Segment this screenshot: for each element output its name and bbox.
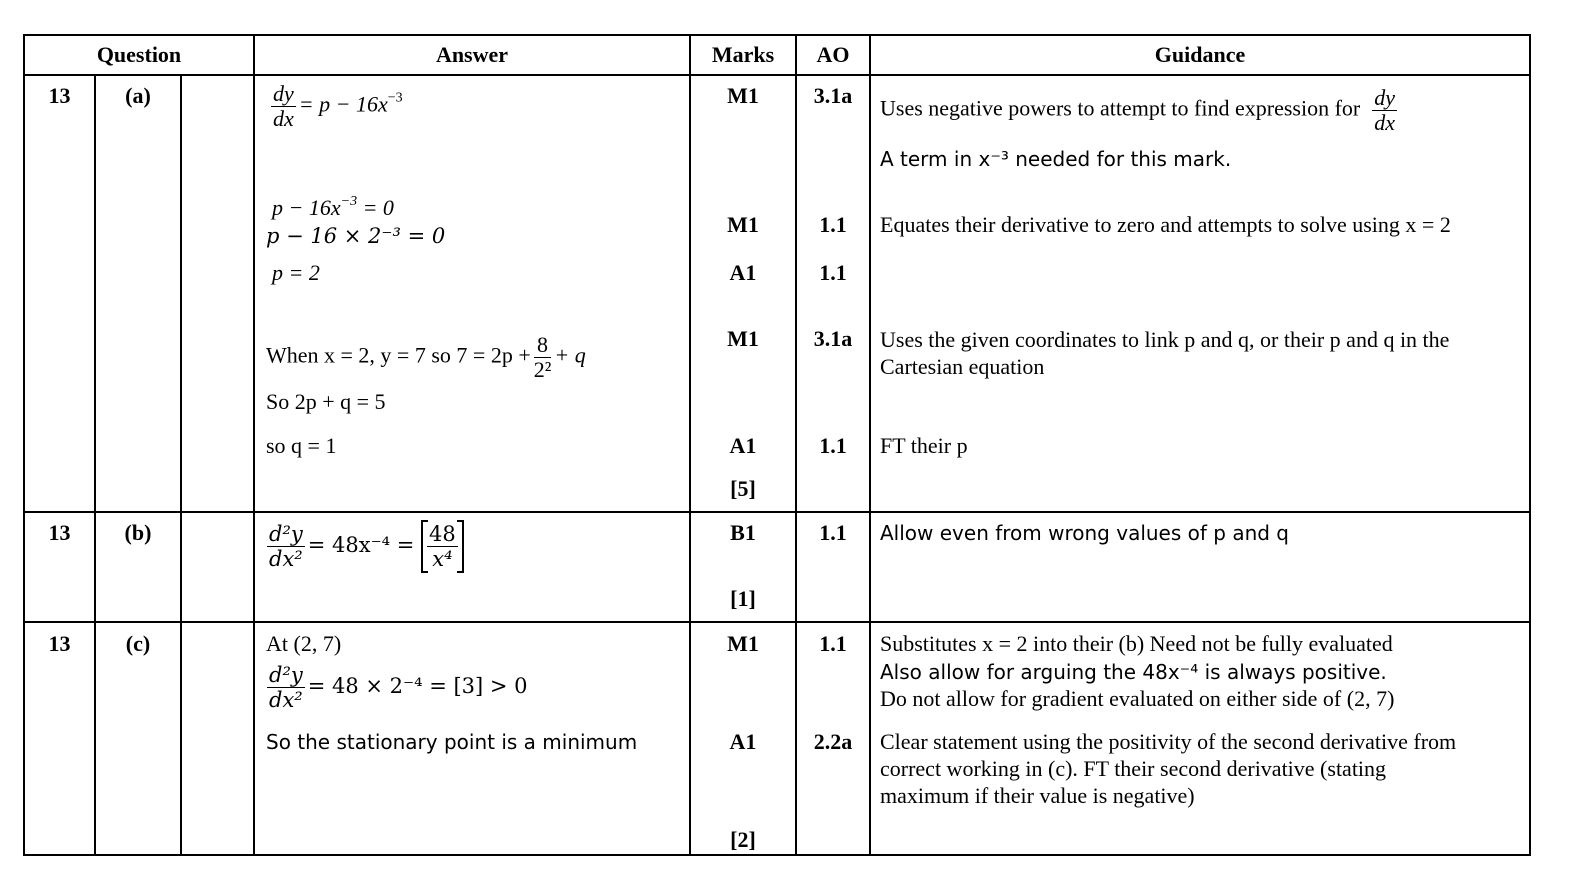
guidance-c-clear-statement-line1: Clear statement using the positivity of the second derivative from [880, 729, 1457, 754]
guidance-c-clear-statement-line3: maximum if their value is negative) [880, 783, 1195, 808]
ao-b-1: 1.1 [819, 520, 847, 545]
header-answer: Answer [435, 42, 509, 67]
answer-b-second-derivative: $\frac{\text{d²y}}{\text{dx²}}$ = 48x⁻⁴ = $\frac{48}{\text{x⁴}}$ [264, 520, 464, 573]
answer-c-conclusion: So the stationary point is a minimum [266, 730, 638, 754]
header-question: Question [96, 42, 182, 67]
answer-c-evaluation: $\frac{\text{d²y}}{\text{dx²}}$ = 48 × 2⁻⁴ = [3] > 0 [269, 663, 528, 712]
part-label-b: (b) [124, 520, 152, 545]
mark-b-total: [1] [730, 586, 756, 611]
guidance-a-coordinates-line1: Uses the given coordinates to link p and q, or their p and q in the [880, 327, 1450, 352]
ao-c-2: 2.2a [813, 729, 853, 754]
mark-c-2: A1 [729, 729, 757, 754]
header-ao: AO [816, 42, 850, 67]
mark-a-3: A1 [729, 260, 757, 285]
question-number-b: 13 [48, 520, 71, 545]
answer-a-p-value: p = 2 [272, 260, 320, 285]
d2y-dx2-fraction: $\frac{\text{d²y}}{\text{dx²}}$ [269, 522, 303, 571]
guidance-a-ft: FT their p [880, 433, 968, 458]
part-label-a: (a) [125, 83, 151, 108]
ao-a-1: 3.1a [813, 83, 853, 108]
mark-b-1: B1 [730, 520, 756, 545]
question-number-c: 13 [48, 631, 71, 656]
answer-c-point: At (2, 7) [266, 631, 342, 656]
guidance-a-term-note: A term in x⁻³ needed for this mark. [880, 147, 1232, 171]
mark-a-5: A1 [729, 433, 757, 458]
ao-a-3: 1.1 [819, 260, 847, 285]
guidance-c-do-not-allow: Do not allow for gradient evaluated on either side of (2, 7) [880, 686, 1395, 711]
ao-a-5: 1.1 [819, 433, 847, 458]
header-guidance: Guidance [1154, 42, 1246, 67]
guidance-a-equates: Equates their derivative to zero and attempts to solve using x = 2 [880, 212, 1451, 237]
guidance-c-clear-statement-line2: correct working in (c). FT their second derivative (stating [880, 756, 1387, 781]
answer-a-equation: $p - 16x^{-3} = 0$ [272, 194, 394, 220]
guidance-dy-dx-fraction: $\frac{dy}{dx}$ [1374, 85, 1395, 135]
ao-c-1: 1.1 [819, 631, 847, 656]
answer-a-linear-equation: So 2p + q = 5 [266, 389, 386, 414]
guidance-a-coordinates-line2: Cartesian equation [880, 354, 1045, 379]
answer-a-derivative: $\frac{dy}{dx}$ = $p - 16x^{-3}$ [273, 81, 403, 131]
mark-a-total: [5] [730, 476, 756, 501]
mark-c-total: [2] [730, 827, 756, 852]
guidance-c-substitutes: Substitutes x = 2 into their (b) Need not be fully evaluated [880, 631, 1393, 656]
part-label-c: (c) [125, 631, 151, 656]
question-number-a: 13 [48, 83, 71, 108]
header-marks: Marks [711, 42, 775, 67]
mark-a-2: M1 [727, 212, 759, 237]
d2y-dx2-fraction-c: $\frac{\text{d²y}}{\text{dx²}}$ [269, 663, 303, 712]
answer-a-substitution: p − 16 × 2⁻³ = 0 [266, 224, 446, 248]
guidance-c-also-allow: Also allow for arguing the 48x⁻⁴ is always positive. [880, 660, 1387, 684]
guidance-b-allow: Allow even from wrong values of p and q [880, 521, 1290, 545]
mark-a-1: M1 [727, 83, 759, 108]
eight-over-two-squared-fraction: $\frac{8}{\text{2²}}$ [533, 332, 552, 382]
mark-c-1: M1 [727, 631, 759, 656]
answer-a-coordinates: When x = 2, y = 7 so 7 = 2p + $\frac{8}{\text{2²}}$ + q [266, 332, 586, 382]
ao-a-4: 3.1a [813, 326, 853, 351]
dy-dx-fraction: $\frac{dy}{dx}$ [273, 81, 294, 131]
bracketed-fraction: $\frac{48}{\text{x⁴}}$ [421, 520, 464, 573]
answer-a-q-value: so q = 1 [266, 433, 337, 458]
ao-a-2: 1.1 [819, 212, 847, 237]
mark-a-4: M1 [727, 326, 759, 351]
guidance-a-negative-powers: Uses negative powers to attempt to find expression for $\frac{dy}{dx}$ [880, 85, 1395, 135]
